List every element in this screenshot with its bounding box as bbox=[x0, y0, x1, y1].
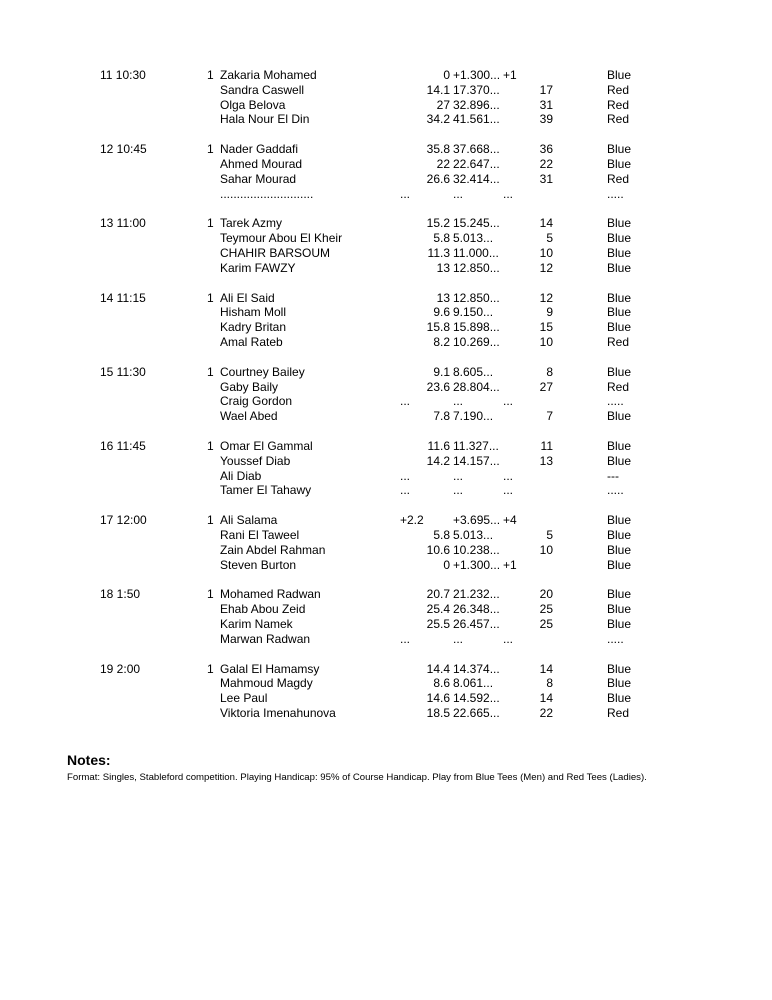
player-row bbox=[0, 216, 772, 231]
player-row bbox=[0, 365, 772, 380]
notes-section bbox=[67, 752, 757, 783]
playing-handicap: 17 bbox=[539, 82, 553, 97]
player-name: Sandra Caswell bbox=[220, 82, 305, 97]
exact-handicap: 8.061... bbox=[453, 676, 494, 691]
playing-handicap: 31 bbox=[539, 97, 553, 112]
tee-color: Blue bbox=[607, 616, 632, 631]
player-number: 1 bbox=[207, 513, 214, 528]
exact-handicap: 37.668... bbox=[453, 142, 500, 157]
exact-handicap: 21.232... bbox=[453, 587, 500, 602]
tee-group bbox=[0, 365, 772, 424]
handicap-index: 34.2 bbox=[426, 112, 450, 127]
player-name: Amal Rateb bbox=[220, 334, 283, 349]
player-row bbox=[0, 157, 772, 172]
playing-handicap: ... bbox=[503, 483, 514, 498]
handicap-index: 15.2 bbox=[426, 216, 450, 231]
tee-color: Blue bbox=[607, 661, 632, 676]
playing-handicap: 20 bbox=[539, 587, 553, 602]
playing-handicap: +4 bbox=[503, 513, 517, 528]
player-row bbox=[0, 231, 772, 246]
playing-handicap: 27 bbox=[539, 379, 553, 394]
group-time: 14 11:15 bbox=[100, 290, 146, 305]
player-name: Hala Nour El Din bbox=[220, 112, 310, 127]
playing-handicap: 15 bbox=[539, 320, 553, 335]
exact-handicap: 11.000... bbox=[453, 245, 499, 260]
playing-handicap: 14 bbox=[539, 691, 553, 706]
playing-handicap: 10 bbox=[539, 542, 553, 557]
handicap-index: 14.6 bbox=[426, 691, 450, 706]
handicap-index: ... bbox=[400, 394, 411, 409]
handicap-index: 9.1 bbox=[433, 364, 450, 379]
handicap-index: +2.2 bbox=[400, 513, 424, 528]
player-name: Lee Paul bbox=[220, 691, 268, 706]
playing-handicap: 14 bbox=[539, 216, 553, 231]
playing-handicap: 8 bbox=[546, 676, 553, 691]
handicap-index: 26.6 bbox=[426, 171, 450, 186]
playing-handicap: 31 bbox=[539, 171, 553, 186]
player-number: 1 bbox=[207, 142, 214, 157]
player-number: 1 bbox=[207, 661, 214, 676]
tee-group bbox=[0, 662, 772, 721]
playing-handicap: ... bbox=[503, 186, 514, 201]
tee-color: Red bbox=[607, 334, 630, 349]
exact-handicap: 26.457... bbox=[453, 616, 500, 631]
handicap-index: 15.8 bbox=[426, 320, 450, 335]
tee-group bbox=[0, 216, 772, 275]
player-name: Tarek Azmy bbox=[220, 216, 283, 231]
handicap-index: 5.8 bbox=[433, 231, 450, 246]
player-name: Marwan Radwan bbox=[220, 631, 311, 646]
player-row bbox=[0, 380, 772, 395]
exact-handicap: 14.157... bbox=[453, 453, 500, 468]
handicap-index: ... bbox=[400, 631, 411, 646]
player-name: Galal El Hamamsy bbox=[220, 661, 320, 676]
player-row bbox=[0, 543, 772, 558]
player-row bbox=[0, 676, 772, 691]
exact-handicap: 41.561... bbox=[453, 112, 500, 127]
playing-handicap: +1 bbox=[503, 68, 517, 82]
notes-text: Format: Singles, Stableford competition. Playing Handicap: 95% of Course Handicap. Play from Blue Tees (Men) and Red Tees (Ladies). bbox=[67, 772, 647, 783]
tee-color: Red bbox=[607, 112, 630, 127]
player-name: Craig Gordon bbox=[220, 394, 293, 409]
tee-color: Blue bbox=[607, 142, 632, 157]
player-name: Tamer El Tahawy bbox=[220, 483, 312, 498]
playing-handicap: 5 bbox=[546, 527, 553, 542]
player-row bbox=[0, 483, 772, 498]
group-time: 12 10:45 bbox=[100, 142, 147, 157]
player-row bbox=[0, 320, 772, 335]
tee-color: Blue bbox=[607, 557, 632, 572]
exact-handicap: ... bbox=[453, 468, 464, 483]
handicap-index: 0 bbox=[443, 557, 450, 572]
group-time: 18 1:50 bbox=[100, 587, 141, 602]
tee-color: Red bbox=[607, 379, 630, 394]
player-number: 1 bbox=[207, 364, 214, 379]
playing-handicap: 10 bbox=[539, 245, 553, 260]
player-row bbox=[0, 632, 772, 647]
tee-color: Red bbox=[607, 82, 630, 97]
player-row bbox=[0, 558, 772, 573]
exact-handicap: +3.695... bbox=[453, 513, 501, 528]
player-name: Gaby Baily bbox=[220, 379, 279, 394]
player-name: Hisham Moll bbox=[220, 305, 287, 320]
player-name: Mohamed Radwan bbox=[220, 587, 321, 602]
player-number: 1 bbox=[207, 587, 214, 602]
tee-color: Blue bbox=[607, 453, 632, 468]
playing-handicap: 39 bbox=[539, 112, 553, 127]
group-time: 19 2:00 bbox=[100, 661, 141, 676]
player-row bbox=[0, 305, 772, 320]
playing-handicap: 22 bbox=[539, 156, 553, 171]
handicap-index: ... bbox=[400, 483, 411, 498]
playing-handicap: 11 bbox=[540, 438, 553, 453]
exact-handicap: 12.850... bbox=[453, 290, 500, 305]
exact-handicap: ... bbox=[453, 483, 464, 498]
playing-handicap: +1 bbox=[503, 557, 517, 572]
player-row bbox=[0, 513, 772, 528]
tee-group bbox=[0, 142, 772, 201]
handicap-index: 8.2 bbox=[433, 334, 450, 349]
tee-color: ..... bbox=[607, 631, 624, 646]
handicap-index: ... bbox=[400, 186, 411, 201]
player-name: Ali El Said bbox=[220, 290, 275, 305]
exact-handicap: 9.150... bbox=[453, 305, 494, 320]
handicap-index: 14.1 bbox=[426, 82, 450, 97]
exact-handicap: 10.238... bbox=[453, 542, 500, 557]
handicap-index: 20.7 bbox=[426, 587, 450, 602]
player-row bbox=[0, 172, 772, 187]
exact-handicap: 28.804... bbox=[453, 379, 500, 394]
playing-handicap: 12 bbox=[539, 260, 553, 275]
exact-handicap: ... bbox=[453, 394, 464, 409]
player-name: Karim Namek bbox=[220, 616, 293, 631]
playing-handicap: 7 bbox=[546, 409, 553, 424]
player-row bbox=[0, 142, 772, 157]
player-row bbox=[0, 469, 772, 484]
exact-handicap: 22.665... bbox=[453, 705, 500, 720]
handicap-index: 22 bbox=[436, 156, 450, 171]
group-time: 11 10:30 bbox=[100, 68, 146, 82]
player-row bbox=[0, 335, 772, 350]
playing-handicap: ... bbox=[503, 468, 514, 483]
player-row bbox=[0, 98, 772, 113]
tee-color: Blue bbox=[607, 527, 632, 542]
player-name: Ehab Abou Zeid bbox=[220, 602, 306, 617]
handicap-index: 0 bbox=[443, 68, 450, 82]
tee-group bbox=[0, 587, 772, 646]
handicap-index: 13 bbox=[436, 260, 450, 275]
tee-color: Blue bbox=[607, 542, 632, 557]
player-name: Rani El Taweel bbox=[220, 527, 300, 542]
exact-handicap: 14.592... bbox=[453, 691, 500, 706]
group-time: 15 11:30 bbox=[100, 364, 146, 379]
tee-color: ..... bbox=[607, 394, 624, 409]
tee-color: Red bbox=[607, 171, 630, 186]
tee-times-list bbox=[0, 68, 772, 736]
exact-handicap: 8.605... bbox=[453, 364, 494, 379]
player-name: Wael Abed bbox=[220, 409, 278, 424]
handicap-index: 9.6 bbox=[433, 305, 450, 320]
player-row bbox=[0, 83, 772, 98]
tee-group bbox=[0, 513, 772, 572]
tee-color: --- bbox=[607, 468, 619, 483]
player-row bbox=[0, 394, 772, 409]
player-row bbox=[0, 602, 772, 617]
playing-handicap: ... bbox=[503, 631, 514, 646]
handicap-index: 8.6 bbox=[433, 676, 450, 691]
group-time: 13 11:00 bbox=[100, 216, 146, 231]
exact-handicap: 5.013... bbox=[453, 527, 494, 542]
player-name: Ahmed Mourad bbox=[220, 156, 303, 171]
player-name: Steven Burton bbox=[220, 557, 297, 572]
player-row bbox=[0, 662, 772, 677]
handicap-index: 11.6 bbox=[427, 438, 450, 453]
player-name: Karim FAWZY bbox=[220, 260, 296, 275]
player-row bbox=[0, 706, 772, 721]
handicap-index: 27 bbox=[436, 97, 450, 112]
exact-handicap: 15.245... bbox=[453, 216, 500, 231]
player-row bbox=[0, 112, 772, 127]
player-row bbox=[0, 246, 772, 261]
exact-handicap: 5.013... bbox=[453, 231, 494, 246]
player-row bbox=[0, 587, 772, 602]
tee-color: Blue bbox=[607, 68, 632, 82]
tee-color: Blue bbox=[607, 438, 632, 453]
notes-title: Notes: bbox=[67, 752, 111, 768]
player-name: Kadry Britan bbox=[220, 320, 287, 335]
player-name: Zain Abdel Rahman bbox=[220, 542, 326, 557]
player-name: Sahar Mourad bbox=[220, 171, 297, 186]
group-time: 16 11:45 bbox=[100, 438, 146, 453]
exact-handicap: 22.647... bbox=[453, 156, 500, 171]
tee-color: Blue bbox=[607, 320, 632, 335]
tee-color: Blue bbox=[607, 260, 632, 275]
tee-color: Blue bbox=[607, 602, 632, 617]
handicap-index: 25.5 bbox=[426, 616, 450, 631]
exact-handicap: 17.370... bbox=[453, 82, 500, 97]
tee-color: Blue bbox=[607, 245, 632, 260]
handicap-index: 35.8 bbox=[426, 142, 450, 157]
player-name: Courtney Bailey bbox=[220, 364, 305, 379]
tee-color: Blue bbox=[607, 156, 632, 171]
tee-color: ..... bbox=[607, 186, 624, 201]
exact-handicap: 10.269... bbox=[453, 334, 500, 349]
tee-color: Blue bbox=[607, 409, 632, 424]
handicap-index: 14.2 bbox=[426, 453, 450, 468]
player-name: Teymour Abou El Kheir bbox=[220, 231, 343, 246]
playing-handicap: 9 bbox=[546, 305, 553, 320]
playing-handicap: 36 bbox=[539, 142, 553, 157]
tee-group bbox=[0, 439, 772, 498]
playing-handicap: 13 bbox=[539, 453, 553, 468]
exact-handicap: 32.414... bbox=[453, 171, 500, 186]
handicap-index: ... bbox=[400, 468, 411, 483]
tee-color: Red bbox=[607, 705, 630, 720]
player-name: Olga Belova bbox=[220, 97, 286, 112]
playing-handicap: ... bbox=[503, 394, 514, 409]
player-row bbox=[0, 454, 772, 469]
player-name: Viktoria Imenahunova bbox=[220, 705, 336, 720]
player-name: Zakaria Mohamed bbox=[220, 68, 317, 82]
handicap-index: 18.5 bbox=[426, 705, 450, 720]
player-row bbox=[0, 291, 772, 306]
tee-color: Blue bbox=[607, 305, 632, 320]
player-number: 1 bbox=[207, 68, 214, 82]
playing-handicap: 25 bbox=[539, 616, 553, 631]
handicap-index: 25.4 bbox=[426, 602, 450, 617]
exact-handicap: 14.374... bbox=[453, 661, 500, 676]
playing-handicap: 10 bbox=[539, 334, 553, 349]
player-name: Omar El Gammal bbox=[220, 438, 313, 453]
exact-handicap: 15.898... bbox=[453, 320, 500, 335]
player-number: 1 bbox=[207, 438, 214, 453]
playing-handicap: 14 bbox=[539, 661, 553, 676]
tee-color: Blue bbox=[607, 216, 632, 231]
player-name: Ali Diab bbox=[220, 468, 262, 483]
player-name: Mahmoud Magdy bbox=[220, 676, 313, 691]
handicap-index: 7.8 bbox=[433, 409, 450, 424]
exact-handicap: 26.348... bbox=[453, 602, 500, 617]
handicap-index: 10.6 bbox=[426, 542, 450, 557]
player-row bbox=[0, 439, 772, 454]
exact-handicap: 12.850... bbox=[453, 260, 500, 275]
player-number: 1 bbox=[207, 216, 214, 231]
player-row bbox=[0, 617, 772, 632]
player-name: ............................ bbox=[220, 186, 314, 201]
tee-color: Blue bbox=[607, 691, 632, 706]
player-row bbox=[0, 528, 772, 543]
player-row bbox=[0, 691, 772, 706]
group-time: 17 12:00 bbox=[100, 513, 147, 528]
tee-color: ..... bbox=[607, 483, 624, 498]
player-row bbox=[0, 409, 772, 424]
playing-handicap: 25 bbox=[539, 602, 553, 617]
handicap-index: 11.3 bbox=[427, 245, 450, 260]
player-name: Nader Gaddafi bbox=[220, 142, 299, 157]
handicap-index: 23.6 bbox=[426, 379, 450, 394]
tee-group bbox=[0, 68, 772, 127]
tee-color: Blue bbox=[607, 513, 632, 528]
playing-handicap: 22 bbox=[539, 705, 553, 720]
exact-handicap: +1.300... bbox=[453, 68, 501, 82]
player-number: 1 bbox=[207, 290, 214, 305]
handicap-index: 13 bbox=[436, 290, 450, 305]
exact-handicap: +1.300... bbox=[453, 557, 501, 572]
tee-color: Blue bbox=[607, 231, 632, 246]
player-row bbox=[0, 68, 772, 83]
tee-color: Blue bbox=[607, 587, 632, 602]
player-row bbox=[0, 261, 772, 276]
playing-handicap: 8 bbox=[546, 364, 553, 379]
player-name: Youssef Diab bbox=[220, 453, 291, 468]
player-row bbox=[0, 187, 772, 202]
exact-handicap: 7.190... bbox=[453, 409, 494, 424]
handicap-index: 14.4 bbox=[426, 661, 450, 676]
exact-handicap: ... bbox=[453, 631, 464, 646]
exact-handicap: 32.896... bbox=[453, 97, 500, 112]
handicap-index: 5.8 bbox=[433, 527, 450, 542]
exact-handicap: ... bbox=[453, 186, 464, 201]
playing-handicap: 12 bbox=[539, 290, 553, 305]
tee-group bbox=[0, 291, 772, 350]
exact-handicap: 11.327... bbox=[453, 438, 499, 453]
tee-color: Blue bbox=[607, 290, 632, 305]
tee-color: Red bbox=[607, 97, 630, 112]
playing-handicap: 5 bbox=[546, 231, 553, 246]
player-name: CHAHIR BARSOUM bbox=[220, 245, 331, 260]
tee-color: Blue bbox=[607, 364, 632, 379]
player-name: Ali Salama bbox=[220, 513, 278, 528]
tee-color: Blue bbox=[607, 676, 632, 691]
